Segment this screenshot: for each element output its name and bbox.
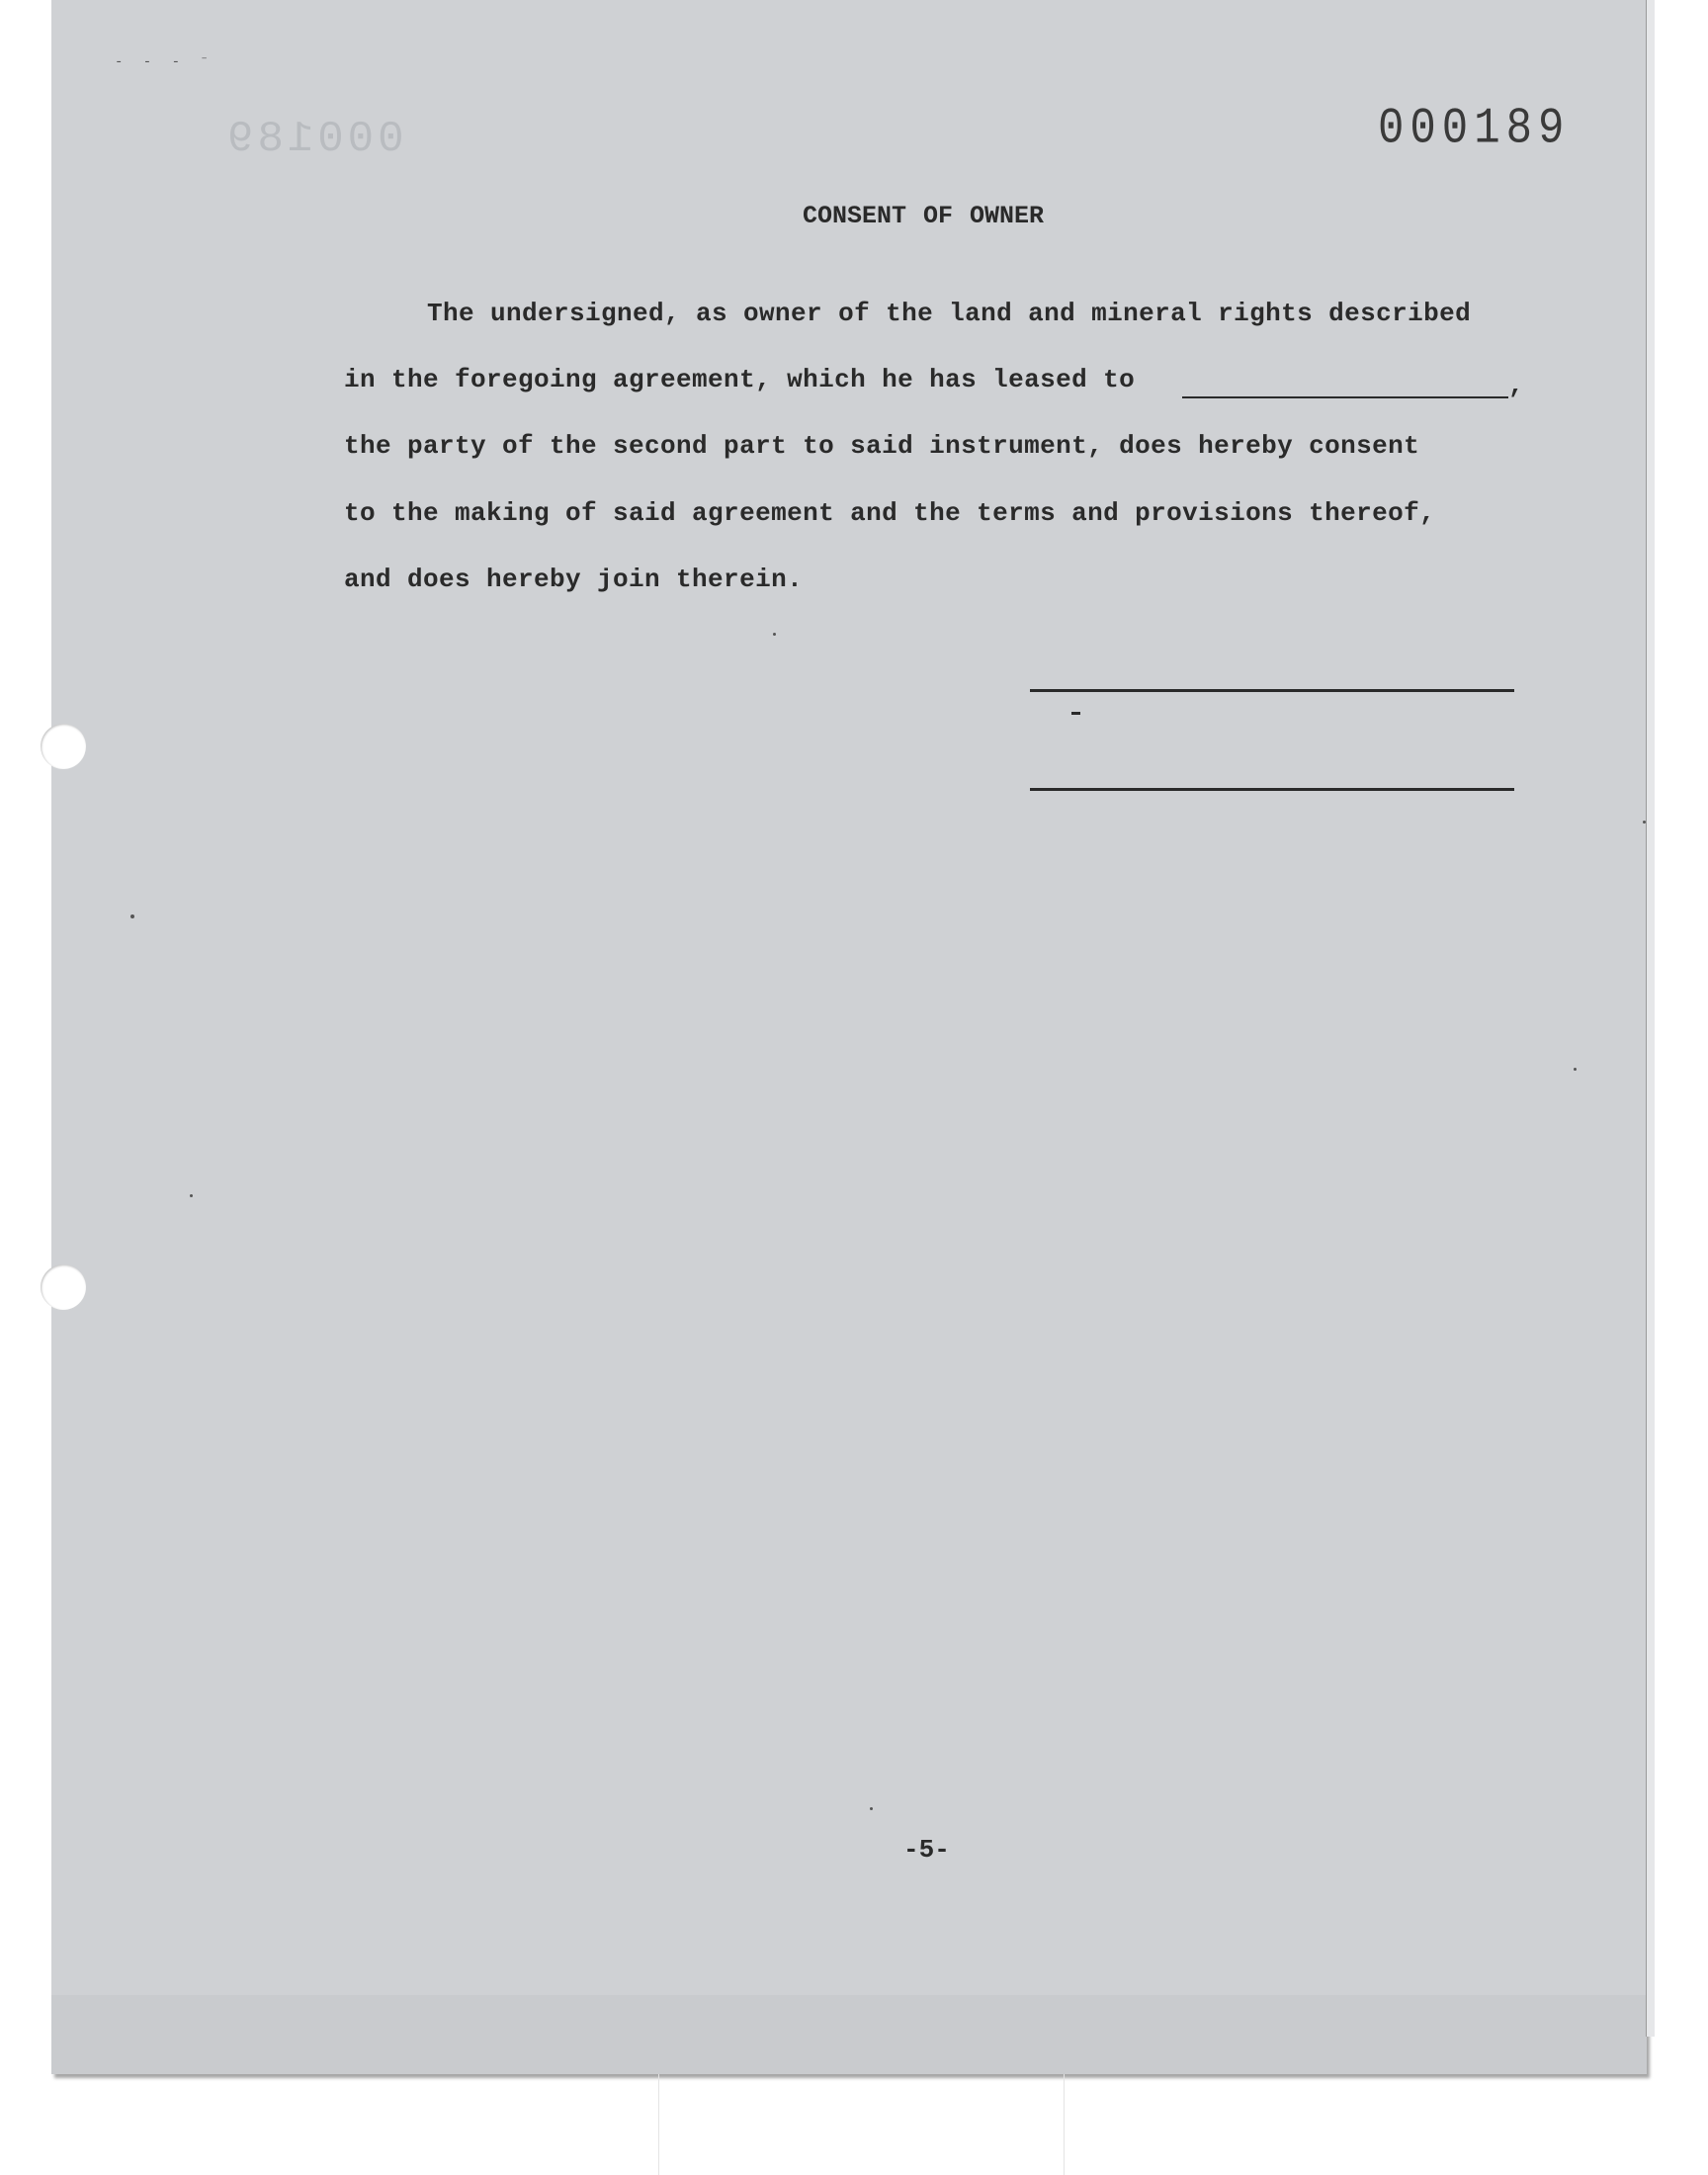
punch-hole [41, 724, 86, 769]
document-title: CONSENT OF OWNER [803, 202, 1045, 230]
scan-artifact-line [1064, 2074, 1065, 2175]
paragraph-line: to the making of said agreement and the terms and provisions thereof, [344, 498, 1436, 528]
paper-speck [1574, 1068, 1577, 1071]
ghost-stamp-number: 000189 [223, 115, 404, 164]
page-bottom-shading [51, 1995, 1647, 2074]
paragraph-line: the party of the second part to said instrument, does hereby consent [344, 431, 1420, 461]
paragraph-line: The undersigned, as owner of the land and mineral rights described [427, 299, 1472, 328]
signature-dash-mark [1071, 712, 1080, 715]
paper-speck [190, 1194, 193, 1197]
paragraph-line: and does hereby join therein. [344, 565, 804, 594]
stamp-number: 000189 [1378, 101, 1571, 158]
paper-speck [773, 633, 776, 636]
page-right-edge [1646, 0, 1655, 2037]
punch-hole [41, 1264, 86, 1310]
paper-speck [130, 914, 134, 918]
document-page [51, 0, 1647, 2074]
page-number: -5- [903, 1835, 950, 1865]
paper-speck [870, 1807, 873, 1810]
scan-artifact-line [658, 2074, 659, 2175]
blank-comma: , [1508, 371, 1524, 400]
corner-marks: ‐ ‑ ‐ ⁻ [115, 54, 214, 70]
signature-line [1030, 689, 1514, 692]
signature-line [1030, 788, 1514, 791]
paper-speck [1643, 821, 1646, 824]
paragraph-line: in the foregoing agreement, which he has leased to [344, 365, 1136, 394]
lessee-blank-line [1182, 396, 1508, 398]
